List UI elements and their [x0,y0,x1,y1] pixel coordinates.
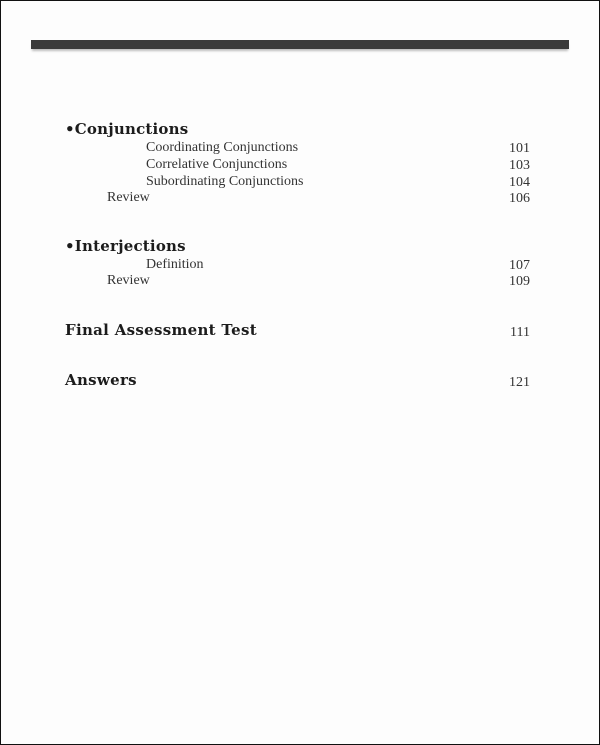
toc-entry-correlative: Correlative Conjunctions [146,157,288,172]
page-number-review-conjunctions: 106 [509,191,530,206]
page-number-subordinating: 104 [509,175,530,190]
section-title-conjunctions: •Conjunctions [65,120,189,138]
page-number-answers: 121 [509,375,530,390]
section-title-interjections: •Interjections [65,237,186,255]
toc-entry-coordinating: Coordinating Conjunctions [146,140,299,155]
toc-title-answers: Answers [65,371,137,389]
toc-entry-review-conjunctions: Review [107,190,150,205]
page-number-review-interjections: 109 [509,274,530,289]
header-rule [31,40,569,49]
page-number-correlative: 103 [509,158,530,173]
toc-entry-review-interjections: Review [107,273,150,288]
toc-entry-subordinating: Subordinating Conjunctions [146,174,304,189]
toc-title-final-assessment: Final Assessment Test [65,321,257,339]
page-number-final-assessment: 111 [510,325,530,340]
toc-entry-definition: Definition [146,257,204,272]
page-number-coordinating: 101 [509,141,530,156]
page-number-definition: 107 [509,258,530,273]
